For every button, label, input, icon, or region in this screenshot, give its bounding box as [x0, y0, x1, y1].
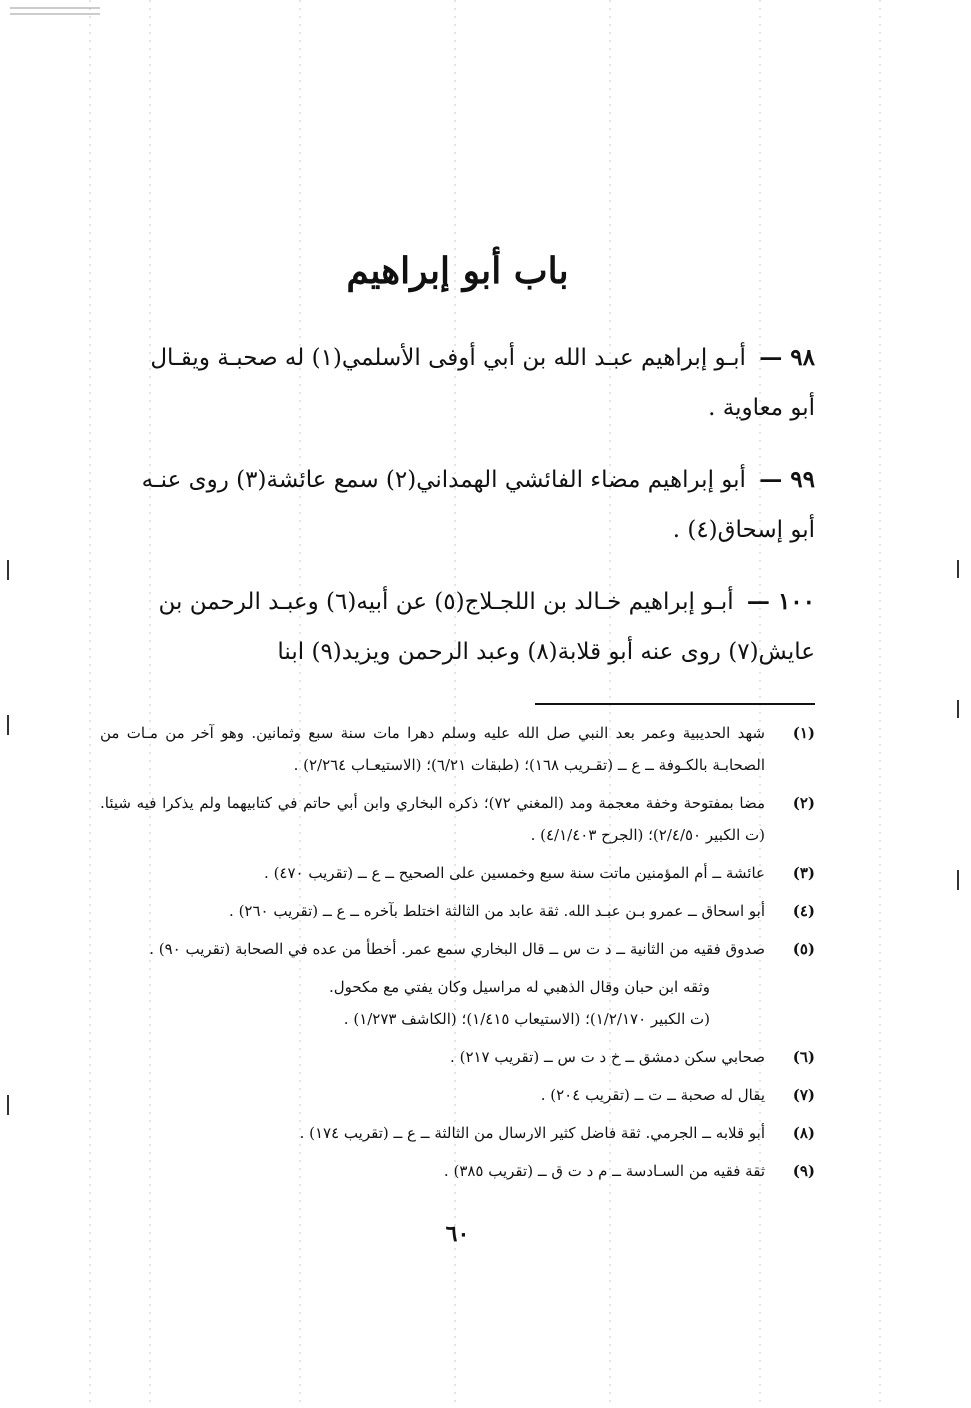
footnote-extra-line: (ت الكبير ١/٢/١٧٠)؛ (الاستيعاب ١/٤١٥)؛ (الكاشف ١/٢٧٣) . [343, 1010, 710, 1029]
entry-99 [100, 455, 815, 555]
footnote-number: (٣) [792, 864, 815, 883]
entry-100 [100, 577, 815, 677]
page-number: ٦٠ [445, 1221, 470, 1248]
entry-text: أبـو إبراهيم خـالد بن اللجـلاج(٥) عن أبيه(٦) وعبـد الرحمن بن [158, 589, 734, 616]
footnotes [100, 717, 815, 1187]
entries-list [100, 333, 815, 677]
entry-continuation: أبو إسحاق(٤) . [672, 517, 815, 544]
entry-number: ٩٩ — [759, 466, 815, 494]
footnote-5 [100, 933, 815, 965]
book-page [100, 250, 815, 1247]
footnote-9 [100, 1155, 815, 1187]
footnote-8 [100, 1117, 815, 1149]
footnote-extra-line: وثقه ابن حبان وقال الذهبي له مراسيل وكان يفتي مع مكحول. [328, 978, 710, 997]
footnote-text: أبو قلابه ــ الجرمي. ثقة فاضل كثير الارسال من الثالثة ــ ع ــ (تقريب ١٧٤) . [299, 1124, 765, 1143]
footnote-2 [100, 787, 815, 851]
footnote-6 [100, 1041, 815, 1073]
footnote-number: (٢) [792, 794, 815, 813]
entry-text: أبو إبراهيم مضاء الفائشي الهمداني(٢) سمع عائشة(٣) روى عنـه [141, 467, 746, 494]
entry-continuation: عايش(٧) روى عنه أبو قلابة(٨) وعبد الرحمن ويزيد(٩) ابنا [277, 639, 815, 666]
footnote-4 [100, 895, 815, 927]
footnote-text: مضا بمفتوحة وخفة معجمة ومد (المغني ٧٢)؛ ذكره البخاري وابن أبي حاتم في كتابيهما ولم يذكرا فيه شيئا. (ت الكبير ٢/٤/٥٠)؛ (الجرح ٤/١/٤٠٣) . [100, 794, 765, 845]
entry-number: ٩٨ — [759, 344, 815, 372]
footnote-number: (٩) [792, 1162, 815, 1181]
footnote-number: (٨) [792, 1124, 815, 1143]
footnote-3 [100, 857, 815, 889]
entry-98 [100, 333, 815, 433]
footnote-divider [535, 703, 815, 705]
entry-text: أبـو إبراهيم عبـد الله بن أبي أوفى الأسلمي(١) له صحبـة ويقـال [150, 345, 746, 372]
footnote-number: (٧) [792, 1086, 815, 1105]
footnote-text: صدوق فقيه من الثانية ــ د ت س ــ قال البخاري سمع عمر. أخطأ من عده في الصحابة (تقريب ٩٠) . [149, 940, 765, 959]
footnote-number: (٥) [792, 940, 815, 959]
footnote-number: (١) [792, 724, 815, 743]
footnote-text: شهد الحديبية وعمر بعد النبي صل الله عليه وسلم دهرا مات سنة سبع وثمانين. وهو آخر من مـات من الصحابـة بالكـوفة ــ ع ــ (تقـريب ١٦٨)؛ (طبقات ٦/٢١)؛ (الاستيعـاب ٢/٢٦٤) . [100, 724, 765, 775]
footnote-1 [100, 717, 815, 781]
footnote-number: (٤) [792, 902, 815, 921]
footnote-text: صحابي سكن دمشق ــ خ د ت س ــ (تقريب ٢١٧) . [450, 1048, 765, 1067]
footnote-text: ثقة فقيه من السـادسة ــ م د ت ق ــ (تقريب ٣٨٥) . [443, 1162, 765, 1181]
footnote-7 [100, 1079, 815, 1111]
footnote-text: أبو اسحاق ــ عمرو بـن عبـد الله. ثقة عابد من الثالثة اختلط بآخره ــ ع ــ (تقريب ٢٦٠) . [229, 902, 765, 921]
footnote-text: عائشة ــ أم المؤمنين ماتت سنة سبع وخمسين على الصحيح ــ ع ــ (تقريب ٤٧٠) . [264, 864, 765, 883]
chapter-title: باب أبو إبراهيم [346, 250, 569, 292]
footnote-5-extra [100, 971, 815, 1035]
entry-continuation: أبو معاوية . [708, 395, 815, 422]
footnote-text: يقال له صحبة ــ ت ــ (تقريب ٢٠٤) . [540, 1086, 765, 1105]
footnote-number: (٦) [792, 1048, 815, 1067]
entry-number: ١٠٠ — [746, 588, 815, 616]
